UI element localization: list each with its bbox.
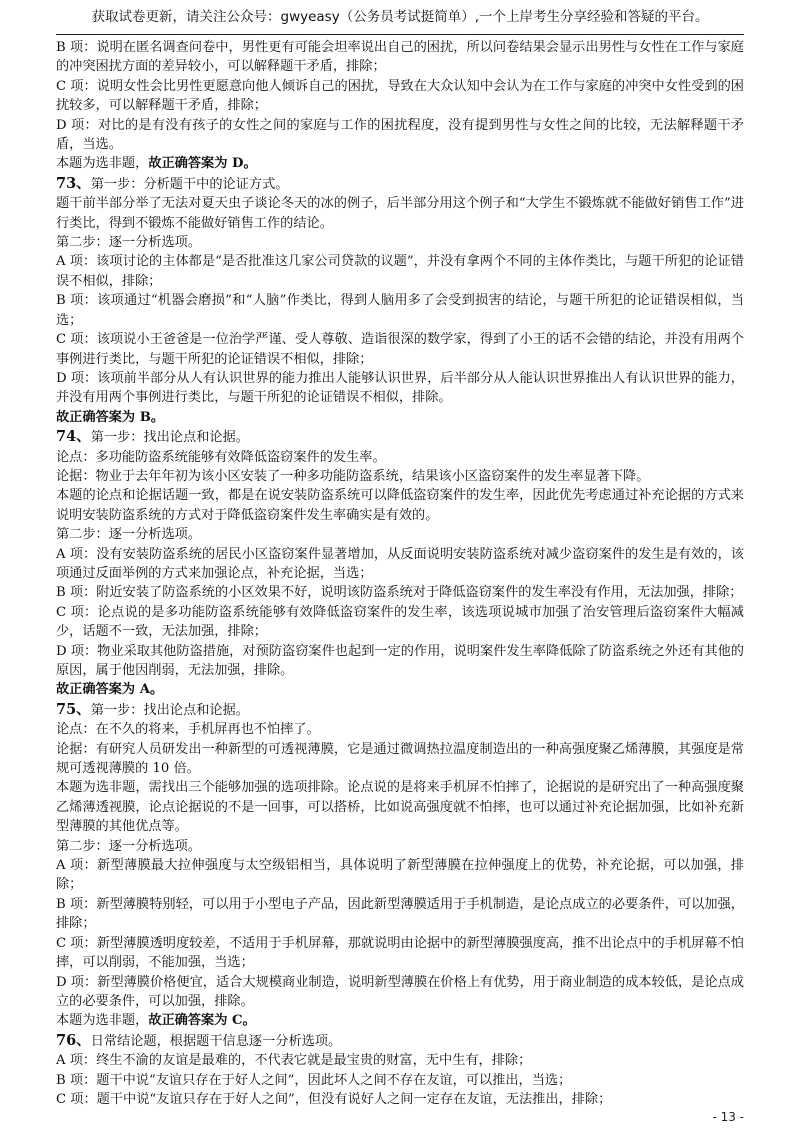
- q73-analysis: 题干前半部分举了无法对夏天虫子谈论冬天的冰的例子，后半部分用这个例子和“大学生不锻炼就不能做好销售工作”进行类比，得到不锻炼不能做好销售工作的结论。: [56, 196, 744, 231]
- q74-option-a: A 项：没有安装防盗系统的居民小区盗窃案件显著增加，从反面说明安装防盗系统对减少盗窃案件的发生是有效的，该项通过反面举例的方式来加强论点，补充论据，当选；: [56, 546, 744, 581]
- page-header: [0, 0, 800, 34]
- q75-note: 本题为选非题，: [56, 1013, 149, 1029]
- q75-step1: [56, 700, 744, 720]
- q75-analysis: 本题为选非题，需找出三个能够加强的选项排除。论点说的是将来手机屏不怕摔了，论据说的是研究出了一种高强度聚乙烯薄透视膜，论点论据说的不是一回事，可以搭桥，比如说高强度就不怕摔，也可以通过补充论据加强，比如补充新型薄膜的其他优点等。: [56, 780, 744, 835]
- q76-number: 76、: [56, 1031, 91, 1049]
- q75-option-a: A 项：新型薄膜最大拉伸强度与太空级铝相当，具体说明了新型薄膜在拉伸强度上的优势，补充论据，可以加强，排除；: [56, 858, 744, 893]
- q72-conclusion: [56, 154, 744, 173]
- q75-option-d: D 项：新型薄膜价格便宜，适合大规模商业制造，说明新型薄膜在价格上有优势，用于商业制造的成本较低，是论点成立的必要条件，可以加强，排除。: [56, 974, 744, 1009]
- q76-option-c: C 项：题干中说“友谊只存在于好人之间”，但没有说好人之间一定存在友谊，无法推出，排除；: [56, 1091, 612, 1107]
- q73-option-a: A 项：该项讨论的主体都是“是否批准这几家公司贷款的议题”，并没有拿两个不同的主体作类比，与题干所犯的论证错误不相似，排除；: [56, 254, 744, 289]
- q74-evidence: 论据：物业于去年年初为该小区安装了一种多功能防盗系统，结果该小区盗窃案件的发生率显著下降。: [56, 468, 650, 484]
- q74-answer: 故正确答案为 A。: [56, 682, 164, 698]
- document-body: [56, 38, 744, 1109]
- q75-option-b: B 项：新型薄膜特别轻，可以用于小型电子产品，因此新型薄膜适用于手机制造，是论点成立的必要条件，可以加强，排除；: [56, 896, 744, 932]
- q75-step2: 第二步：逐一分析选项。: [56, 838, 202, 854]
- q73-answer: 故正确答案为 B。: [56, 409, 165, 425]
- q73-option-d: D 项：该项前半部分从人有认识世界的能力推出人能够认识世界，后半部分从人能认识世界推出人有认识世界的能力，并没有用两个事例进行类比，与题干所犯的论证错误不相似，排除。: [56, 370, 744, 406]
- q75-conclusion: [56, 1011, 744, 1030]
- q72-option-b: B 项：说明在匿名调查问卷中，男性更有可能会坦率说出自己的困扰，所以问卷结果会显示出男性与女性在工作与家庭的冲突困扰方面的差异较小，可以解释题干矛盾，排除；: [56, 40, 744, 75]
- q72-note: 本题为选非题，: [56, 156, 149, 172]
- q73-step1-text: 第一步：分析题干中的论证方式。: [90, 176, 289, 192]
- q74-number: 74、: [56, 428, 91, 446]
- q74-step1-text: 第一步：找出论点和论据。: [90, 430, 249, 446]
- q74-option-c: C 项：论点说的是多功能防盗系统能够有效降低盗窃案件的发生率，该选项说城市加强了治安管理后盗窃案件大幅减少，话题不一致，无法加强，排除；: [56, 604, 744, 640]
- header-divider: [56, 34, 744, 35]
- header-text: 获取试卷更新，请关注公众号：gwyeasy（公务员考试挺简单）,一个上岸考生分享经验和答疑的平台。: [91, 9, 709, 25]
- q75-argument: 论点：在不久的将来，手机屏再也不怕摔了。: [56, 722, 320, 738]
- q75-answer: 故正确答案为 C。: [148, 1013, 256, 1029]
- q74-step2: 第二步：逐一分析选项。: [56, 527, 202, 543]
- q74-option-d: D 项：物业采取其他防盗措施，对预防盗窃案件也起到一定的作用，说明案件发生率降低除了防盗系统之外还有其他的原因，属于他因削弱，无法加强，排除。: [56, 643, 744, 678]
- q75-evidence: 论据：有研究人员研发出一种新型的可透视薄膜，它是通过微调热拉温度制造出的一种高强度聚乙烯薄膜，其强度是常规可透视薄膜的 10 倍。: [56, 741, 744, 777]
- q74-analysis: 本题的论点和论据话题一致，都是在说安装防盗系统可以降低盗窃案件的发生率，因此优先考虑通过补充论据的方式来说明安装防盗系统的方式对于降低盗窃案件发生率确实是有效的。: [56, 488, 744, 523]
- page-number: - 13 -: [712, 1110, 744, 1124]
- q76-option-a: A 项：终生不渝的友谊是最难的，不代表它就是最宝贵的财富，无中生有，排除；: [56, 1053, 532, 1069]
- q72-option-d: D 项：对比的是有没有孩子的女性之间的家庭与工作的困扰程度，没有提到男性与女性之间的比较，无法解释题干矛盾，当选。: [56, 117, 744, 153]
- q76-intro-text: 日常结论题，根据题干信息逐一分析选项。: [90, 1033, 342, 1049]
- q72-option-c: C 项：说明女性会比男性更愿意向他人倾诉自己的困扰，导致在大众认知中会认为在工作与家庭的冲突中女性受到的困扰较多，可以解释题干矛盾，排除；: [56, 78, 744, 114]
- q75-option-c: C 项：新型薄膜透明度较差，不适用于手机屏幕，那就说明由论据中的新型薄膜强度高，推不出论点中的手机屏幕不怕摔，可以削弱，不能加强，当选；: [56, 935, 744, 971]
- q76-option-b: B 项：题干中说“友谊只存在于好人之间”，因此坏人之间不存在友谊，可以推出，当选；: [56, 1072, 572, 1088]
- q73-number: 73、: [56, 174, 91, 192]
- q75-step1-text: 第一步：找出论点和论据。: [90, 702, 249, 718]
- q73-step1: [56, 174, 744, 194]
- q73-option-b: B 项：该项通过“机器会磨损”和“人脑”作类比，得到人脑用多了会受到损害的结论，与题干所犯的论证错误相似，当选；: [56, 293, 744, 328]
- q74-option-b: B 项：附近安装了防盗系统的小区效果不好，说明该防盗系统对于降低盗窃案件的发生率没有作用，无法加强，排除；: [56, 585, 743, 601]
- q75-number: 75、: [56, 700, 91, 718]
- q76-intro: [56, 1031, 744, 1051]
- q74-argument: 论点：多功能防盗系统能够有效降低盗窃案件的发生率。: [56, 449, 386, 465]
- q74-step1: [56, 427, 744, 447]
- q73-step2: 第二步：逐一分析选项。: [56, 235, 202, 251]
- q72-answer: 故正确答案为 D。: [148, 156, 257, 172]
- q73-option-c: C 项：该项说小王爸爸是一位治学严谨、受人尊敬、造诣很深的数学家，得到了小王的话不会错的结论，并没有用两个事例进行类比，与题干所犯的论证错误不相似，排除；: [56, 332, 744, 367]
